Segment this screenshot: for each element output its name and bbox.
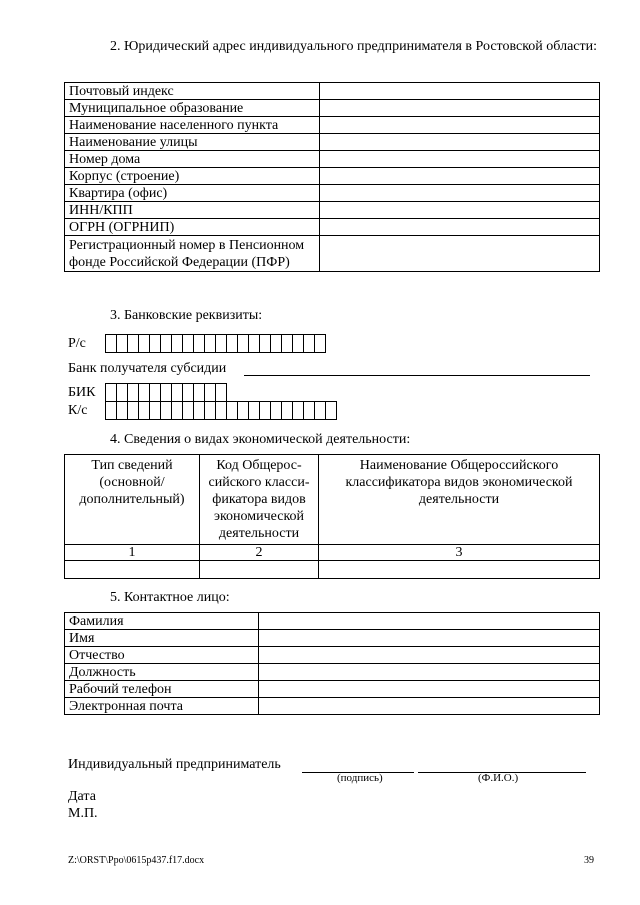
section2-title: 2. Юридический адрес индивидуального предпринимателя в Ростовской области: [110, 39, 597, 54]
activity-type-cell[interactable] [65, 561, 200, 579]
date-label: Дата [68, 789, 96, 804]
section4-title: 4. Сведения о видах экономической деятельности: [110, 432, 411, 447]
section3-title: 3. Банковские реквизиты: [110, 308, 263, 323]
table-row [65, 117, 600, 134]
surname-field[interactable] [259, 613, 600, 630]
address-table [64, 82, 600, 272]
signature-caption: (подпись) [337, 772, 383, 784]
column-number: 2 [200, 545, 319, 561]
field-label: Должность [65, 664, 259, 681]
table-row [65, 134, 600, 151]
ogrn-field[interactable] [320, 219, 600, 236]
field-label: Квартира (офис) [65, 185, 320, 202]
table-row [65, 681, 600, 698]
table-row [65, 100, 600, 117]
table-row [65, 561, 600, 579]
field-label: Рабочий телефон [65, 681, 259, 698]
field-label: Почтовый индекс [65, 83, 320, 100]
table-header-row [65, 455, 600, 545]
field-label: Номер дома [65, 151, 320, 168]
street-field[interactable] [320, 134, 600, 151]
file-path: Z:\ORST\Ppo\0615p437.f17.docx [68, 855, 205, 866]
pfr-number-field[interactable] [320, 236, 600, 272]
field-label: Имя [65, 630, 259, 647]
ks-input[interactable] [106, 401, 337, 420]
ks-label: К/с [68, 403, 88, 418]
table-row [65, 613, 600, 630]
stamp-label: М.П. [68, 806, 98, 821]
field-label: Наименование улицы [65, 134, 320, 151]
position-field[interactable] [259, 664, 600, 681]
section5-title: 5. Контактное лицо: [110, 590, 230, 605]
work-phone-field[interactable] [259, 681, 600, 698]
bik-label: БИК [68, 385, 96, 400]
field-label: Наименование населенного пункта [65, 117, 320, 134]
column-number: 1 [65, 545, 200, 561]
field-label: ИНН/КПП [65, 202, 320, 219]
building-field[interactable] [320, 168, 600, 185]
table-row [65, 219, 600, 236]
field-label: ОГРН (ОГРНИП) [65, 219, 320, 236]
contact-table [64, 612, 600, 715]
patronymic-field[interactable] [259, 647, 600, 664]
apartment-field[interactable] [320, 185, 600, 202]
table-row [65, 647, 600, 664]
table-row [65, 202, 600, 219]
rs-input[interactable] [106, 334, 326, 353]
bik-input[interactable] [106, 383, 227, 402]
bank-label: Банк получателя субсидии [68, 361, 227, 376]
municipality-field[interactable] [320, 100, 600, 117]
field-label: Фамилия [65, 613, 259, 630]
locality-field[interactable] [320, 117, 600, 134]
field-label: Корпус (строение) [65, 168, 320, 185]
activity-name-cell[interactable] [319, 561, 600, 579]
inn-kpp-field[interactable] [320, 202, 600, 219]
table-row [65, 83, 600, 100]
page-number: 39 [584, 855, 594, 866]
field-label: Муниципальное образование [65, 100, 320, 117]
full-name-caption: (Ф.И.О.) [478, 772, 519, 784]
header-type: Тип сведений (основной/ дополнительный) [65, 455, 200, 545]
table-row [65, 236, 600, 272]
bank-input[interactable] [244, 374, 590, 376]
table-row [65, 185, 600, 202]
first-name-field[interactable] [259, 630, 600, 647]
table-row [65, 151, 600, 168]
field-label: Отчество [65, 647, 259, 664]
column-number: 3 [319, 545, 600, 561]
activity-code-cell[interactable] [200, 561, 319, 579]
rs-label: Р/с [68, 336, 86, 351]
entrepreneur-label: Индивидуальный предприниматель [68, 757, 281, 772]
table-row [65, 664, 600, 681]
table-row [65, 545, 600, 561]
house-number-field[interactable] [320, 151, 600, 168]
activity-table [64, 454, 600, 579]
field-label: Электронная почта [65, 698, 259, 715]
header-code: Код Общерос-сийского класси-фикатора видов экономической деятельности [200, 455, 319, 545]
postal-index-field[interactable] [320, 83, 600, 100]
email-field[interactable] [259, 698, 600, 715]
table-row [65, 630, 600, 647]
table-row [65, 698, 600, 715]
table-row [65, 168, 600, 185]
field-label: Регистрационный номер в Пенсионном фонде Российской Федерации (ПФР) [65, 236, 320, 272]
header-name: Наименование Общероссийского классификатора видов экономической деятельности [319, 455, 600, 545]
